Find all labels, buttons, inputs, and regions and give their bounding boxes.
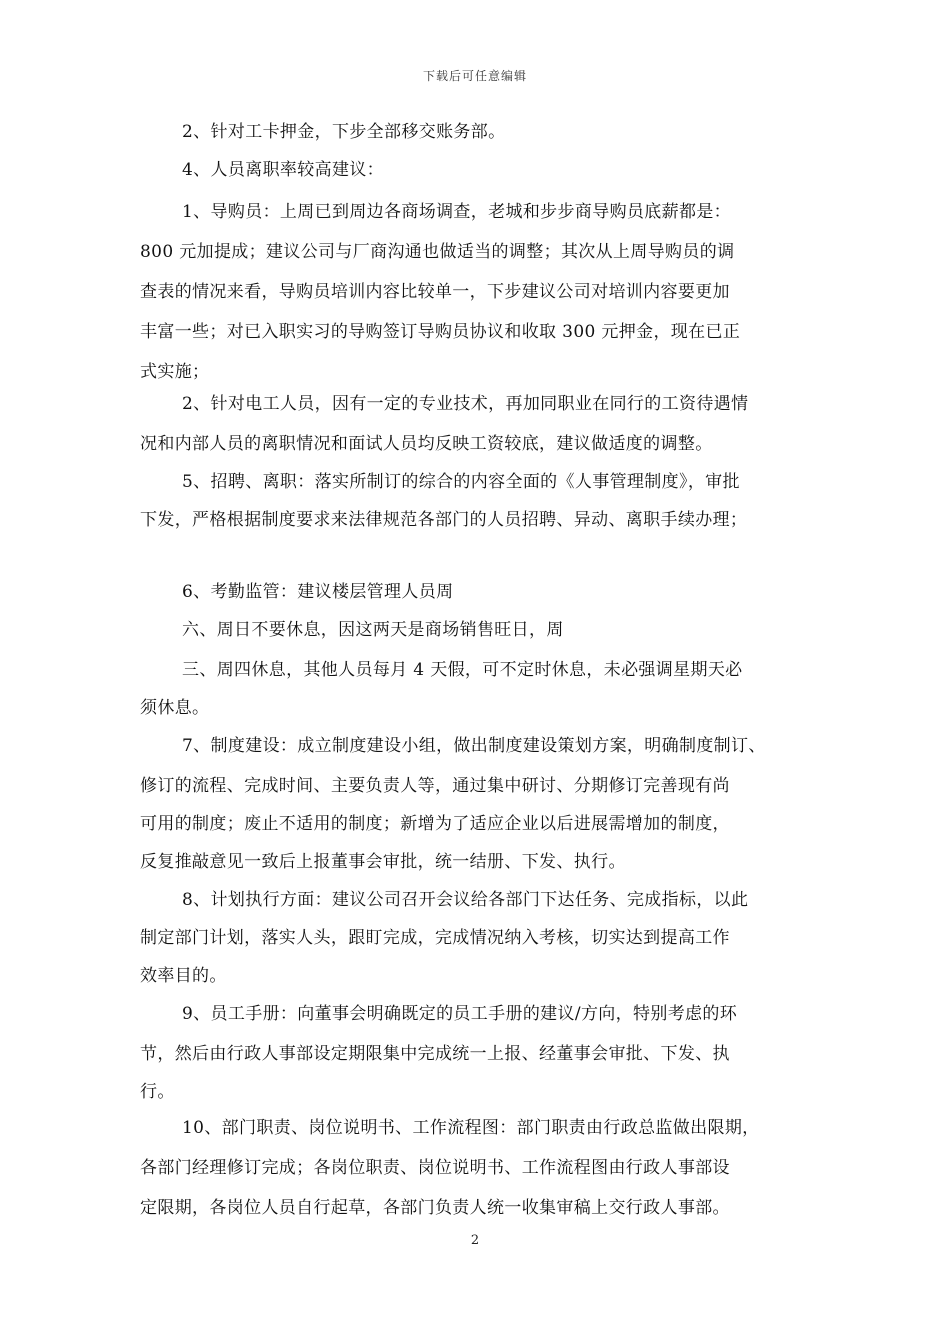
text-line: 查表的情况来看，导购员培训内容比较单一，下步建议公司对培训内容要更加: [140, 282, 730, 302]
text-line: 效率目的。: [140, 966, 227, 986]
page-header: 下载后可任意编辑: [422, 69, 527, 83]
text-line: 丰富一些；对已入职实习的导购签订导购员协议和收取 300 元押金，现在已正: [140, 322, 741, 342]
text-line: 反复推敲意见一致后上报董事会审批，统一结册、下发、执行。: [140, 852, 626, 872]
text-line: 行。: [140, 1082, 175, 1102]
text-line: 制定部门计划，落实人头，跟盯完成，完成情况纳入考核，切实达到提高工作: [140, 928, 730, 948]
page-number: 2: [470, 1233, 480, 1248]
text-line: 定限期，各岗位人员自行起草，各部门负责人统一收集审稿上交行政人事部。: [140, 1198, 730, 1218]
text-line: 10、部门职责、岗位说明书、工作流程图：部门职责由行政总监做出限期，: [182, 1118, 760, 1138]
text-line: 况和内部人员的离职情况和面试人员均反映工资较底，建议做适度的调整。: [140, 434, 713, 454]
text-line: 6、考勤监管：建议楼层管理人员周: [182, 582, 454, 602]
text-line: 9、员工手册：向董事会明确既定的员工手册的建议/方向，特别考虑的环: [182, 1004, 738, 1024]
text-line: 式实施；: [140, 362, 210, 382]
text-line: 800 元加提成；建议公司与厂商沟通也做适当的调整；其次从上周导购员的调: [140, 242, 735, 262]
text-line: 修订的流程、完成时间、主要负责人等，通过集中研讨、分期修订完善现有尚: [140, 776, 730, 796]
text-line: 节，然后由行政人事部设定期限集中完成统一上报、经董事会审批、下发、执: [140, 1044, 730, 1064]
text-line: 8、计划执行方面：建议公司召开会议给各部门下达任务、完成指标，以此: [182, 890, 749, 910]
text-line: 三、周四休息，其他人员每月 4 天假，可不定时休息，未必强调星期天必: [182, 660, 743, 680]
text-line: 下发，严格根据制度要求来法律规范各部门的人员招聘、异动、离职手续办理；: [140, 510, 748, 530]
text-line: 六、周日不要休息，因这两天是商场销售旺日，周: [182, 620, 564, 640]
text-line: 可用的制度；废止不适用的制度；新增为了适应企业以后进展需增加的制度，: [140, 814, 730, 834]
text-line: 各部门经理修订完成；各岗位职责、岗位说明书、工作流程图由行政人事部设: [140, 1158, 730, 1178]
text-line: 7、制度建设：成立制度建设小组，做出制度建设策划方案，明确制度制订、: [182, 736, 766, 756]
text-line: 5、招聘、离职：落实所制订的综合的内容全面的《人事管理制度》，审批: [182, 472, 740, 492]
text-line: 2、针对工卡押金，下步全部移交账务部。: [182, 122, 506, 142]
text-line: 2、针对电工人员，因有一定的专业技术，再加同职业在同行的工资待遇情: [182, 394, 749, 414]
text-line: 1、导购员：上周已到周边各商场调查，老城和步步商导购员底薪都是：: [182, 202, 732, 222]
text-line: 4、人员离职率较高建议：: [182, 160, 385, 180]
text-line: 须休息。: [140, 698, 210, 718]
